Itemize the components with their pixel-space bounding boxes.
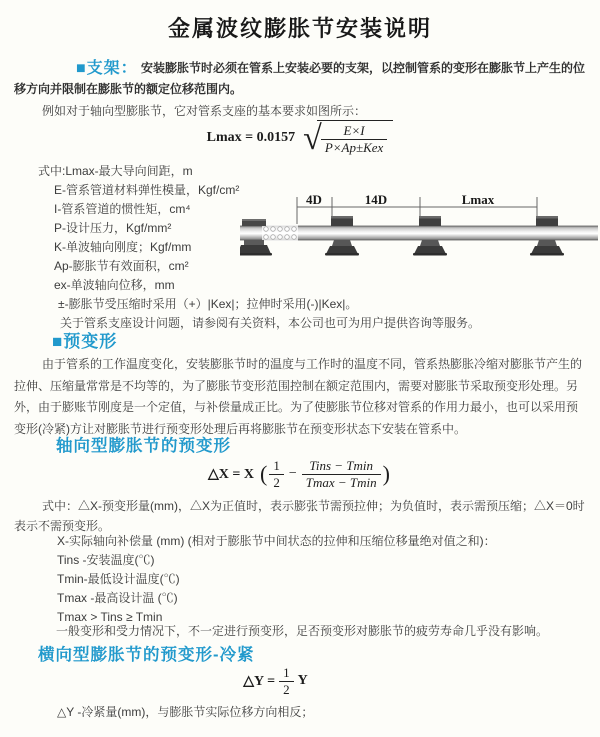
definition-line: I-管系管道的惯性矩，cm⁴ — [54, 202, 191, 216]
lmax-fraction — [321, 123, 388, 155]
lateral-formula — [0, 665, 555, 697]
axial-line: Tmax -最高设计温 (℃) — [57, 591, 178, 605]
temperature-fraction: $\frac{\text{Tins − Tmin}}{Tmax - Tmin}$ — [302, 458, 381, 490]
definition-line: Ap-膨胀节有效面积，cm² — [54, 259, 189, 273]
close-paren: ) — [382, 461, 390, 487]
dim-label-14d: 14D — [364, 193, 388, 207]
half-fraction: $\frac{1}{2}$ — [269, 458, 284, 490]
lateral-definition-line: △Y -冷紧量(mm)，与膨胀节实际位移方向相反； — [57, 705, 314, 719]
definition-line: P-设计压力，Kgf/mm² — [54, 221, 172, 235]
axial-formula — [0, 458, 600, 490]
dim-label-lmax: Lmax — [461, 193, 495, 207]
lateral-heading: 横向型膨胀节的预变形-冷紧 — [38, 646, 255, 664]
pipe-support-diagram — [240, 193, 600, 267]
definition-line: E-管系管道材料弹性模量，Kgf/cm² — [54, 183, 240, 197]
definition-line: 式中:Lmax-最大导向间距，m — [38, 164, 193, 178]
axial-line: Tmax > Tins ≥ Tmin — [57, 610, 163, 624]
lmax-formula — [0, 120, 600, 155]
page-title: 金属波纹膨胀节安装说明 — [167, 16, 432, 41]
radical-sign: √ — [303, 120, 322, 157]
definition-line: K-单波轴向刚度；Kgf/mm — [54, 240, 192, 254]
definition-line: ±-膨胀节受压缩时采用（+）|Kex|；拉伸时采用(-)|Kex|。 — [58, 297, 358, 311]
lateral-formula-rhs: Y — [297, 673, 308, 689]
support-intro-text: 安装膨胀节时必须在管系上安装必要的支架，以控制管系的变形在膨胀节上产生的位移方向并限制在膨胀节的额定位移范围内。 — [14, 61, 586, 96]
lmax-formula-lhs: Lmax = 0.0157 — [206, 129, 296, 145]
fraction-numerator: E×I — [343, 123, 365, 138]
axial-note: 一般变形和受力情况下，不一定进行预变形，足否预变形对膨胀节的疲劳寿命几乎没有影响。 — [56, 624, 549, 638]
axial-line: Tmin-最低设计温度(℃) — [57, 572, 180, 586]
definition-line: 关于管系支座设计问题，请参阅有关资料，本公司也可为用户提供咨询等服务。 — [60, 316, 481, 330]
predeform-section-header: ■预变形 — [52, 332, 118, 351]
axial-line: Tins -安装温度(℃) — [57, 553, 155, 567]
definition-line: ex-单波轴向位移，mm — [54, 278, 175, 292]
bellows-icon — [262, 225, 298, 241]
support-section-header: ■支架： — [76, 60, 138, 77]
support-example-line: 例如对于轴向型膨胀节，它对管系支座的基本要求如图所示： — [42, 104, 367, 118]
dim-label-4d: 4D — [306, 193, 322, 207]
sqrt-radical — [303, 120, 393, 155]
minus-sign: − — [288, 466, 297, 482]
axial-heading: 轴向型膨胀节的预变形 — [56, 437, 231, 455]
half-fraction: $\frac{1}{2}$ — [279, 665, 294, 697]
axial-line: X-实际轴向补偿量 (mm) (相对于膨胀节中间状态的拉伸和压缩位移量绝对值之和)： — [57, 534, 496, 548]
support-intro-paragraph — [14, 58, 588, 100]
axial-symbol-lines — [57, 532, 496, 627]
predeform-paragraph: 由于管系的工作温度变化，安装膨胀节时的温度与工作时的温度不同，管系热膨胀冷缩对膨胀节产生的拉伸、压缩量常常是不均等的，为了膨胀节变形范围控制在额定范围内，需要对膨胀节采取预变形处理。另外，由于膨账节刚度是一个定值，与补偿量成正比。为了使膨胀节位移对管系的作用力最小，也可以采用预变形(冷紧)方让对膨胀节进行预变形处理后再将膨胀节在预变形状态下安装在管系中。 — [14, 357, 583, 436]
axial-explain-paragraph: 式中：△X-预变形量(mm)，△X为正值时，表示膨张节需预拉伸；为负值时，表示需预压缩；△X＝0时表示不需预变形。 — [14, 499, 585, 533]
lateral-formula-lhs: △Y = — [243, 673, 276, 689]
fraction-denominator: P×Ap±Kex — [321, 139, 388, 156]
open-paren: ( — [260, 461, 268, 487]
axial-formula-lhs: △X = X — [208, 466, 254, 482]
